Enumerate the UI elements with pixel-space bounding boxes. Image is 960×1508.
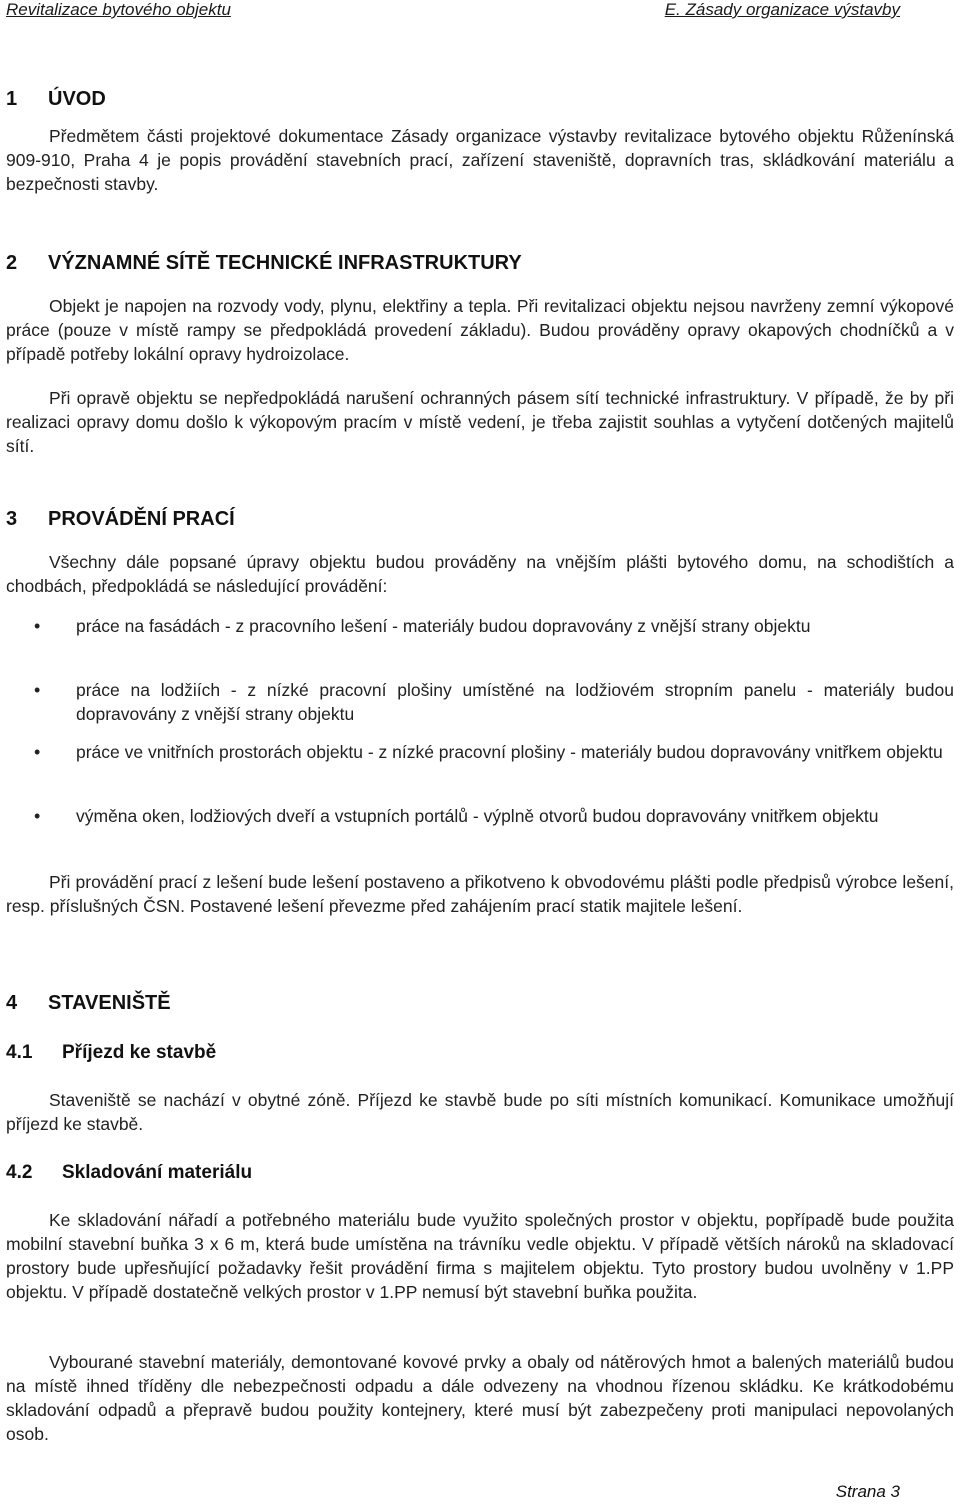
heading-title: STAVENIŠTĚ xyxy=(48,992,171,1014)
list-item-text: výměna oken, lodžiových dveří a vstupních portálů - výplně otvorů budou dopravovány vnitřkem objektu xyxy=(76,806,879,826)
heading-2 xyxy=(6,252,522,275)
list-item-text: práce na fasádách - z pracovního lešení - materiály budou dopravovány z vnější strany objektu xyxy=(76,616,811,636)
heading-number: 4.2 xyxy=(6,1162,33,1183)
list-item xyxy=(6,614,954,638)
heading-number: 3 xyxy=(6,508,18,530)
list-item-text: práce ve vnitřních prostorách objektu - z nízké pracovní plošiny - materiály budou dopravovány vnitřkem objektu xyxy=(76,742,943,762)
heading-number: 4 xyxy=(6,992,18,1014)
heading-4-1 xyxy=(6,1042,216,1064)
paragraph: Při opravě objektu se nepředpokládá narušení ochranných pásem sítí technické infrastruktury. V případě, že by při realizaci opravy domu došlo k výkopovým pracím v místě vedení, je třeba zajistit souhlas a vytyčení dotčených majitelů sítí. xyxy=(6,388,954,456)
list-item xyxy=(6,678,954,726)
heading-1 xyxy=(6,88,106,111)
bullet-icon: • xyxy=(34,742,41,762)
list-item-text: práce na lodžiích - z nízké pracovní plošiny umístěné na lodžiovém stropním panelu - materiály budou dopravovány z vnější strany objektu xyxy=(76,680,954,724)
paragraph: Objekt je napojen na rozvody vody, plynu, elektřiny a tepla. Při revitalizaci objektu nejsou navrženy zemní výkopové práce (pouze v místě rampy se předpokládá provedení základu). Budou prováděny opravy okapových chodníčků a v případě potřeby lokální opravy hydroizolace. xyxy=(6,296,954,364)
paragraph: Vybourané stavební materiály, demontované kovové prvky a obaly od nátěrových hmot a balených materiálů budou na místě ihned tříděny dle nebezpečnosti odpadu a dále odvezeny na vhodnou řízenou skládku. Ke krátkodobému skladování odpadů a přepravě budou použity kontejnery, které musí být zabezpečeny proti manipulaci nepovolaných osob. xyxy=(6,1352,954,1444)
list-item xyxy=(6,804,954,828)
bullet-icon: • xyxy=(34,806,41,826)
paragraph: Ke skladování nářadí a potřebného materiálu bude využito společných prostor v objektu, popřípadě bude použita mobilní stavební buňka 3 x 6 m, která bude umístěna na trávníku vedle objektu. V případě větších nároků na skladovací prostory bude upřesňující požadavky řešit provádění firma s majitelem objektu. Tyto prostory budou uvolněny v 1.PP objektu. V případě dostatečně velkých prostor v 1.PP nemusí být stavební buňka použita. xyxy=(6,1210,954,1302)
list-item xyxy=(6,740,954,764)
paragraph: Všechny dále popsané úpravy objektu budou prováděny na vnějším plášti bytového domu, na schodištích a chodbách, předpokládá se následující provádění: xyxy=(6,552,954,596)
heading-3 xyxy=(6,508,235,531)
heading-4-2 xyxy=(6,1162,252,1184)
heading-4 xyxy=(6,992,171,1015)
heading-title: Příjezd ke stavbě xyxy=(62,1042,217,1063)
bullet-icon: • xyxy=(34,680,41,700)
heading-number: 1 xyxy=(6,88,18,110)
heading-title: PROVÁDĚNÍ PRACÍ xyxy=(48,508,235,530)
heading-number: 2 xyxy=(6,252,18,274)
heading-number: 4.1 xyxy=(6,1042,33,1063)
bullet-icon: • xyxy=(34,616,41,636)
paragraph: Při provádění prací z lešení bude lešení postaveno a přikotveno k obvodovému plášti podle předpisů výrobce lešení, resp. příslušných ČSN. Postavené lešení převezme před zahájením prací statik majitele lešení. xyxy=(6,872,954,916)
header-section-title: E. Zásady organizace výstavby xyxy=(664,0,900,19)
paragraph: Staveniště se nachází v obytné zóně. Příjezd ke stavbě bude po síti místních komunikací. Komunikace umožňují příjezd ke stavbě. xyxy=(6,1090,954,1134)
page-header xyxy=(6,0,900,20)
page-number: Strana 3 xyxy=(835,1482,900,1501)
heading-title: VÝZNAMNÉ SÍTĚ TECHNICKÉ INFRASTRUKTURY xyxy=(48,252,522,274)
header-document-title: Revitalizace bytového objektu xyxy=(6,0,231,19)
heading-title: ÚVOD xyxy=(48,88,106,110)
paragraph: Předmětem části projektové dokumentace Zásady organizace výstavby revitalizace bytového objektu Růženínská 909-910, Praha 4 je popis provádění stavebních prací, zařízení staveniště, dopravních tras, skládkování materiálu a bezpečnosti stavby. xyxy=(6,126,954,194)
heading-title: Skladování materiálu xyxy=(62,1162,253,1183)
